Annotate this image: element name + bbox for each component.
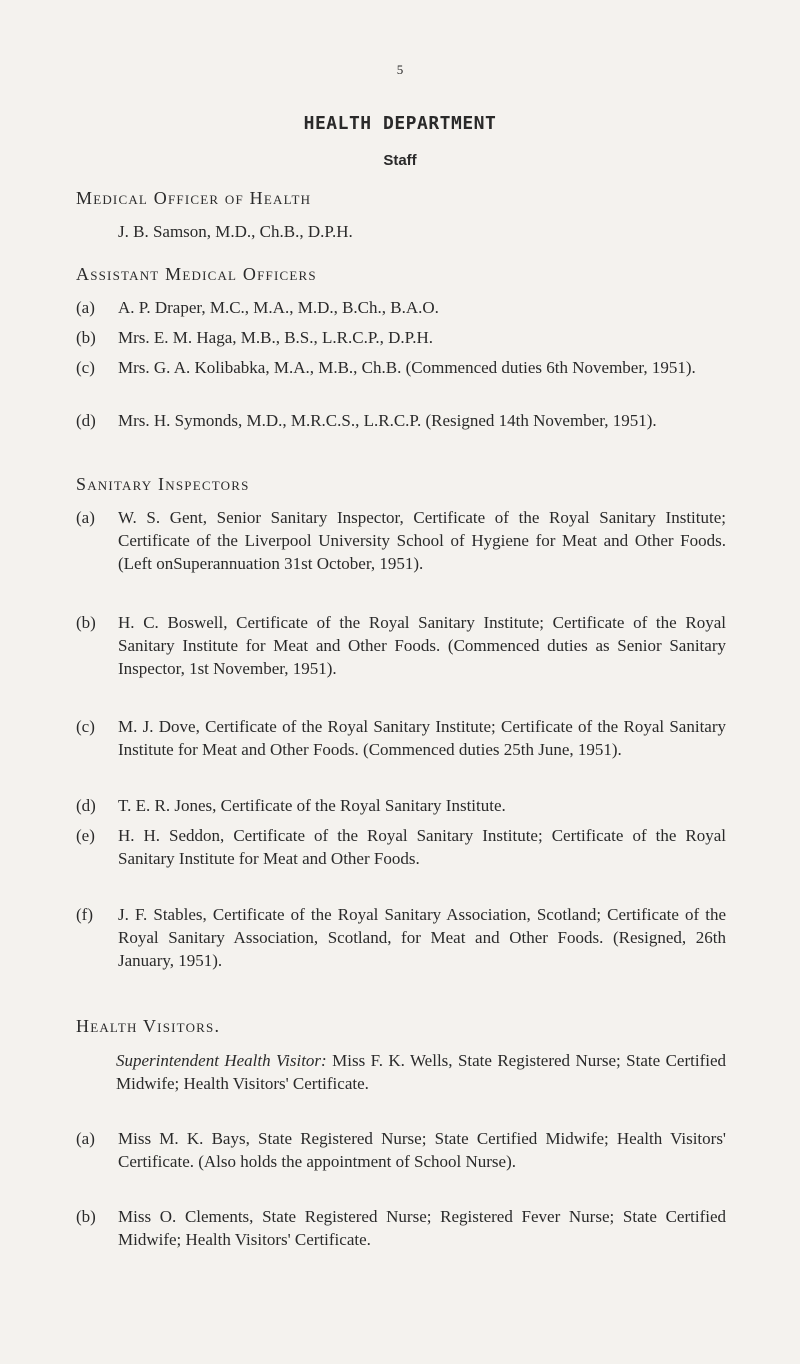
medical-officer-name: J. B. Samson, M.D., Ch.B., D.P.H. <box>118 222 353 241</box>
list-item <box>76 903 726 972</box>
item-label: (b) <box>76 1207 96 1226</box>
page-number: 5 <box>396 62 404 77</box>
item-label: (a) <box>76 298 95 317</box>
list-item <box>76 824 726 870</box>
item-label: (d) <box>76 411 96 430</box>
list-item <box>76 715 726 761</box>
item-text: Mrs. H. Symonds, M.D., M.R.C.S., L.R.C.P. (Resigned 14th November, 1951). <box>118 411 657 430</box>
item-text: M. J. Dove, Certificate of the Royal Sanitary Institute; Certificate of the Royal Sanitary Institute for Meat and Other Foods. (Commenced duties 25th June, 1951). <box>118 717 726 759</box>
item-label: (c) <box>76 717 95 736</box>
item-text: Miss O. Clements, State Registered Nurse; Registered Fever Nurse; State Certified Midwife; Health Visitors' Certificate. <box>118 1207 726 1249</box>
heading-health-visitors: Health Visitors. <box>76 1016 221 1036</box>
item-label: (a) <box>76 1129 95 1148</box>
list-item <box>76 356 726 379</box>
list-item <box>76 794 726 817</box>
item-text: Mrs. G. A. Kolibabka, M.A., M.B., Ch.B. (Commenced duties 6th November, 1951). <box>118 358 696 377</box>
item-label: (e) <box>76 826 95 845</box>
superintendent-entry <box>116 1049 726 1095</box>
list-item <box>76 296 726 319</box>
item-text: W. S. Gent, Senior Sanitary Inspector, Certificate of the Royal Sanitary Institute; Certificate of the Liverpool University School of Hygiene for Meat and Other Foods. (Left onSuperannuation 31st October, 1951). <box>118 508 726 573</box>
heading-assistant-medical-officers: Assistant Medical Officers <box>76 264 317 284</box>
item-text: J. F. Stables, Certificate of the Royal Sanitary Association, Scotland; Certificate of the Royal Sanitary Association, Scotland, for Meat and Other Foods. (Resigned, 26th January, 1951). <box>118 905 726 970</box>
page-title: HEALTH DEPARTMENT <box>303 113 497 134</box>
heading-sanitary-inspectors: Sanitary Inspectors <box>76 474 250 494</box>
list-item <box>76 611 726 680</box>
item-text: Mrs. E. M. Haga, M.B., B.S., L.R.C.P., D.P.H. <box>118 328 434 347</box>
list-item <box>76 506 726 575</box>
item-text: T. E. R. Jones, Certificate of the Royal Sanitary Institute. <box>118 796 506 815</box>
list-item <box>76 326 726 349</box>
item-label: (b) <box>76 328 96 347</box>
item-text: H. C. Boswell, Certificate of the Royal Sanitary Institute; Certificate of the Royal Sanitary Institute for Meat and Other Foods. (Commenced duties as Senior Sanitary Inspector, 1st November, 1951). <box>118 613 726 678</box>
list-item <box>76 409 726 432</box>
subtitle-staff: Staff <box>383 152 417 169</box>
item-label: (f) <box>76 905 93 924</box>
item-label: (c) <box>76 358 95 377</box>
superintendent-label: Superintendent Health Visitor: <box>116 1051 327 1070</box>
item-label: (a) <box>76 508 95 527</box>
list-item <box>76 1205 726 1251</box>
heading-medical-officer: Medical Officer of Health <box>76 188 312 208</box>
list-item <box>76 1127 726 1173</box>
item-text: A. P. Draper, M.C., M.A., M.D., B.Ch., B.A.O. <box>118 298 439 317</box>
item-text: H. H. Seddon, Certificate of the Royal Sanitary Institute; Certificate of the Royal Sanitary Institute for Meat and Other Foods. <box>118 826 726 868</box>
item-label: (b) <box>76 613 96 632</box>
item-text: Miss M. K. Bays, State Registered Nurse; State Certified Midwife; Health Visitors' Certificate. (Also holds the appointment of School Nurse). <box>118 1129 726 1171</box>
item-label: (d) <box>76 796 96 815</box>
superintendent-text: Miss F. K. Wells, State Registered Nurse; State Certified Midwife; Health Visitors' Certificate. <box>116 1051 727 1093</box>
